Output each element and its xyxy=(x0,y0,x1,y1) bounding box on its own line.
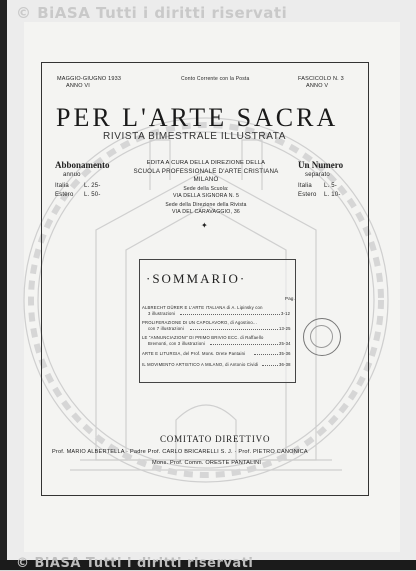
library-stamp-icon xyxy=(303,318,341,356)
editor-line-1: EDITA A CURA DELLA DIREZIONE DELLA xyxy=(146,160,266,166)
editor-line-2: SCUOLA PROFESSIONALE D'ARTE CRISTIANA xyxy=(133,168,279,175)
contents-item-1-sub: 3 illustrazioni xyxy=(148,311,176,316)
contents-item-3-title: LE "ANNUNCIAZIONI" DI PRIMO BRIVIO ECC. di Raffaello xyxy=(142,335,264,340)
committee-heading: COMITATO DIRETTIVO xyxy=(160,434,271,444)
editor-line-4: Sede della Scuola: xyxy=(183,186,229,192)
watermark-top: © BiASA Tutti i diritti riservati xyxy=(16,4,288,22)
contents-leader xyxy=(180,314,280,315)
watermark-bottom: © BiASA Tutti i diritti riservati xyxy=(16,556,254,571)
committee-line-1: Prof. MARIO ALBERTELLA · Padre Prof. CARLO BRICARELLI S. J. · Prof. PIETRO CANONICA xyxy=(52,449,308,455)
subscription-heading: Abbonamento xyxy=(55,160,110,170)
editor-line-3: MILANO xyxy=(193,176,219,183)
contents-item-4-page: 35-36 xyxy=(279,351,291,356)
contents-leader xyxy=(262,365,278,366)
editor-line-5: VIA DELLA SIGNORA N. 5 xyxy=(172,193,240,199)
editor-line-7: VIA DEL CARAVAGGIO, 36 xyxy=(171,209,240,215)
magazine-title: PER L'ARTE SACRA xyxy=(56,103,339,132)
contents-item-2-title: PROLIFERAZIONE DI UN CAPOLAVORO, di Agostino... xyxy=(142,320,257,325)
committee-line-2: Mons. Prof. Comm. ORESTE PANTALINI xyxy=(152,460,262,466)
single-issue-heading: Un Numero xyxy=(298,160,344,170)
editor-line-6: Sede della Direzione della Rivista xyxy=(165,202,247,208)
contents-leader xyxy=(190,329,278,330)
issue-number: FASCICOLO N. 3 xyxy=(298,76,344,82)
subscription-sub: annuo xyxy=(63,172,81,178)
single-issue-abroad-label: Estero xyxy=(298,192,317,198)
single-issue-sub: separato xyxy=(305,172,330,178)
subscription-abroad-value: L. 50- xyxy=(84,192,101,198)
postal-note: Conto Corrente con la Posta xyxy=(181,76,250,82)
contents-item-1-title: ALBRECHT DÜRER E L'ARTE ITALIANA di A. Lipinsky con xyxy=(142,305,263,310)
contents-leader xyxy=(254,354,278,355)
contents-item-5-title: IL MOVIMENTO ARTISTICO A MILANO, di Antonio Cividi xyxy=(142,362,259,367)
contents-item-1-page: 3-12 xyxy=(281,311,291,316)
contents-leader xyxy=(210,344,278,345)
magazine-subtitle: RIVISTA BIMESTRALE ILLUSTRATA xyxy=(103,131,286,142)
single-issue-italy-label: Italia xyxy=(298,183,312,189)
single-issue-abroad-value: L. 10- xyxy=(324,192,341,198)
contents-item-3-page: 25-34 xyxy=(279,341,291,346)
issue-year: ANNO VI xyxy=(66,83,91,89)
contents-item-3-sub: Bremonti, con 3 illustrazioni xyxy=(148,341,206,346)
subscription-abroad-label: Estero xyxy=(55,192,74,198)
issue-date: MAGGIO-GIUGNO 1933 xyxy=(57,76,122,82)
contents-page-label: Pag. xyxy=(285,296,296,301)
contents-item-2-page: 13-25 xyxy=(279,326,291,331)
subscription-italy-label: Italia xyxy=(55,183,69,189)
issue-volume: ANNO V xyxy=(306,83,329,89)
subscription-italy-value: L. 25- xyxy=(84,183,101,189)
ornament-icon: ✦ xyxy=(201,221,208,230)
contents-item-4-title: ARTE E LITURGIA, del Prof. Mons. Orete Pantaini xyxy=(142,351,246,356)
contents-item-2-sub: con 7 illustrazioni xyxy=(148,326,184,331)
contents-item-5-page: 36-38 xyxy=(279,362,291,367)
contents-title: ·SOMMARIO· xyxy=(146,271,247,286)
single-issue-italy-value: L. 5- xyxy=(324,183,338,189)
